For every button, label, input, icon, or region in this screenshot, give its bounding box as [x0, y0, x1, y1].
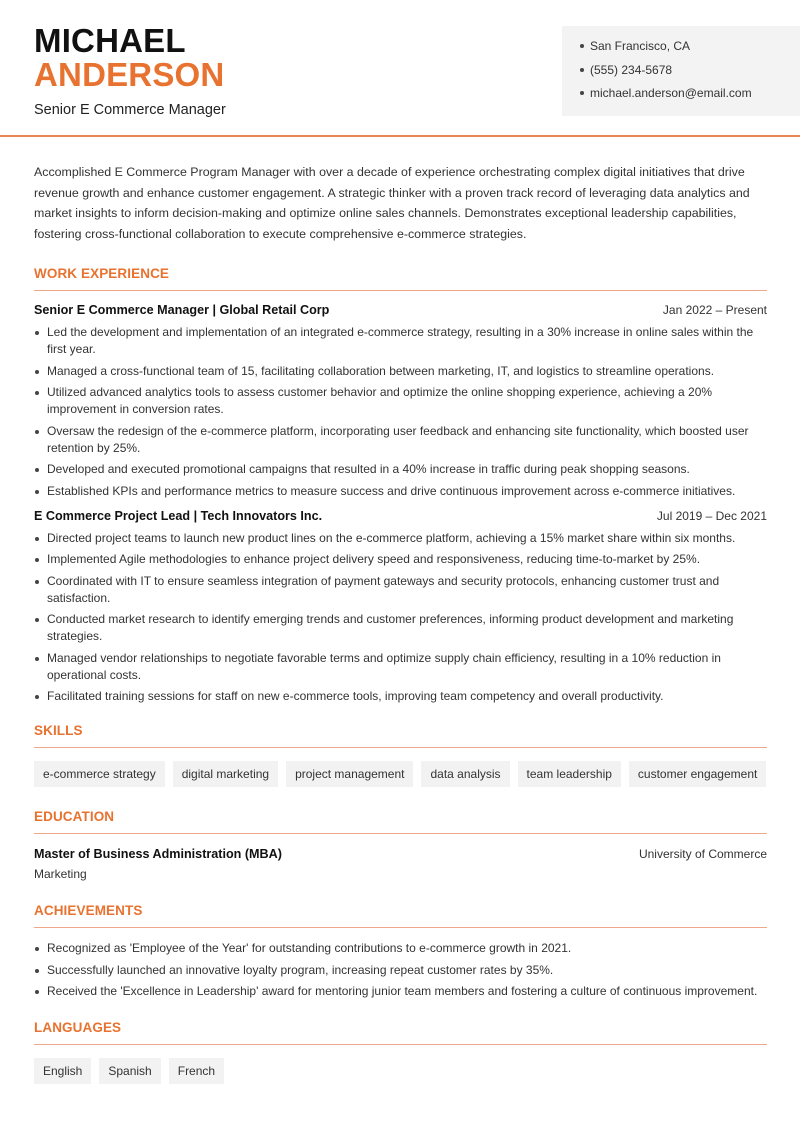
job-bullet: Managed a cross-functional team of 15, facilitating collaboration between marketing, IT, and logistics to streamline operations.	[34, 363, 767, 380]
name-block	[34, 24, 226, 118]
skill-tag: digital marketing	[173, 761, 278, 787]
contact-phone	[580, 61, 800, 85]
achievements-list	[34, 940, 767, 1000]
section-title-skills: SKILLS	[34, 723, 767, 748]
contact-location	[580, 37, 800, 61]
job-bullet: Facilitated training sessions for staff on new e-commerce tools, improving team competency and overall productivity.	[34, 688, 767, 705]
job-bullet: Managed vendor relationships to negotiate favorable terms and optimize supply chain efficiency, resulting in a 10% reduction in operational costs.	[34, 650, 767, 684]
job-bullet: Utilized advanced analytics tools to assess customer behavior and optimize the online shopping experience, achieving a 20% improvement in conversion rates.	[34, 384, 767, 418]
job-dates: Jan 2022 – Present	[662, 303, 767, 317]
job-role: Senior E Commerce Manager | Global Retail Corp	[34, 303, 330, 317]
job-bullet: Developed and executed promotional campaigns that resulted in a 40% increase in traffic during peak shopping seasons.	[34, 461, 767, 478]
contact-email	[580, 84, 800, 108]
skills-list	[34, 761, 767, 787]
language-tag: Spanish	[99, 1058, 160, 1084]
job-bullet: Oversaw the redesign of the e-commerce platform, incorporating user feedback and enhancing site functionality, which boosted user retention by 25%.	[34, 423, 767, 457]
section-title-work-experience: WORK EXPERIENCE	[34, 266, 767, 291]
skill-tag: e-commerce strategy	[34, 761, 165, 787]
bullet-icon	[580, 44, 584, 48]
job-role: E Commerce Project Lead | Tech Innovators Inc.	[34, 508, 323, 523]
achievement-item: Recognized as 'Employee of the Year' for outstanding contributions to e-commerce growth in 2021.	[34, 940, 767, 957]
job-bullets	[34, 530, 767, 706]
achievement-item: Successfully launched an innovative loyalty program, increasing repeat customer rates by 35%.	[34, 962, 767, 979]
job-entry	[34, 509, 767, 706]
language-tag: French	[169, 1058, 224, 1084]
email-text: michael.anderson@email.com	[590, 86, 752, 100]
job-header	[34, 509, 767, 523]
job-bullet: Coordinated with IT to ensure seamless integration of payment gateways and security protocols, enhancing customer trust and satisfaction.	[34, 573, 767, 607]
section-title-languages: LANGUAGES	[34, 1020, 767, 1045]
section-title-education: EDUCATION	[34, 809, 767, 834]
education-entry	[34, 847, 767, 881]
job-header	[34, 303, 767, 317]
professional-summary: Accomplished E Commerce Program Manager with over a decade of experience orchestrating complex digital initiatives that drive revenue growth and enhance customer engagement. A strategic thinker with a proven track record of leveraging data analytics and market insights to inform decision-making and optimize online sales channels. Demonstrates exceptional leadership capabilities, fostering cross-functional collaboration to execute comprehensive e-commerce strategies.	[34, 165, 750, 241]
resume-body	[34, 162, 767, 1084]
job-dates: Jul 2019 – Dec 2021	[656, 508, 767, 523]
school: University of Commerce	[638, 847, 767, 861]
language-tag: English	[34, 1058, 91, 1084]
contact-box	[562, 26, 800, 116]
first-name: MICHAEL	[34, 22, 186, 59]
section-title-achievements: ACHIEVEMENTS	[34, 903, 767, 928]
degree: Master of Business Administration (MBA)	[34, 847, 282, 861]
job-entry	[34, 303, 767, 500]
job-title: Senior E Commerce Manager	[34, 102, 226, 118]
last-name: ANDERSON	[34, 56, 225, 93]
resume-header	[0, 0, 800, 137]
education-header	[34, 847, 767, 861]
field-of-study: Marketing	[34, 867, 87, 881]
job-bullet: Implemented Agile methodologies to enhance project delivery speed and responsiveness, reducing time-to-market by 25%.	[34, 551, 767, 568]
job-bullets	[34, 324, 767, 500]
bullet-icon	[580, 91, 584, 95]
job-bullet: Conducted market research to identify emerging trends and customer preferences, informing product development and marketing strategies.	[34, 611, 767, 645]
achievement-item: Received the 'Excellence in Leadership' award for mentoring junior team members and fostering a culture of continuous improvement.	[34, 983, 767, 1000]
job-bullet: Directed project teams to launch new product lines on the e-commerce platform, achieving a 15% market share within six months.	[34, 530, 767, 547]
skill-tag: team leadership	[518, 761, 621, 787]
skill-tag: data analysis	[421, 761, 509, 787]
job-bullet: Led the development and implementation of an integrated e-commerce strategy, resulting in a 30% increase in online sales within the first year.	[34, 324, 767, 358]
phone-text: (555) 234-5678	[590, 62, 673, 77]
job-bullet: Established KPIs and performance metrics to measure success and drive continuous improvement across e-commerce initiatives.	[34, 483, 767, 500]
skill-tag: customer engagement	[629, 761, 766, 787]
skill-tag: project management	[286, 761, 413, 787]
bullet-icon	[580, 68, 584, 72]
location-text: San Francisco, CA	[590, 39, 691, 53]
languages-list	[34, 1058, 767, 1084]
